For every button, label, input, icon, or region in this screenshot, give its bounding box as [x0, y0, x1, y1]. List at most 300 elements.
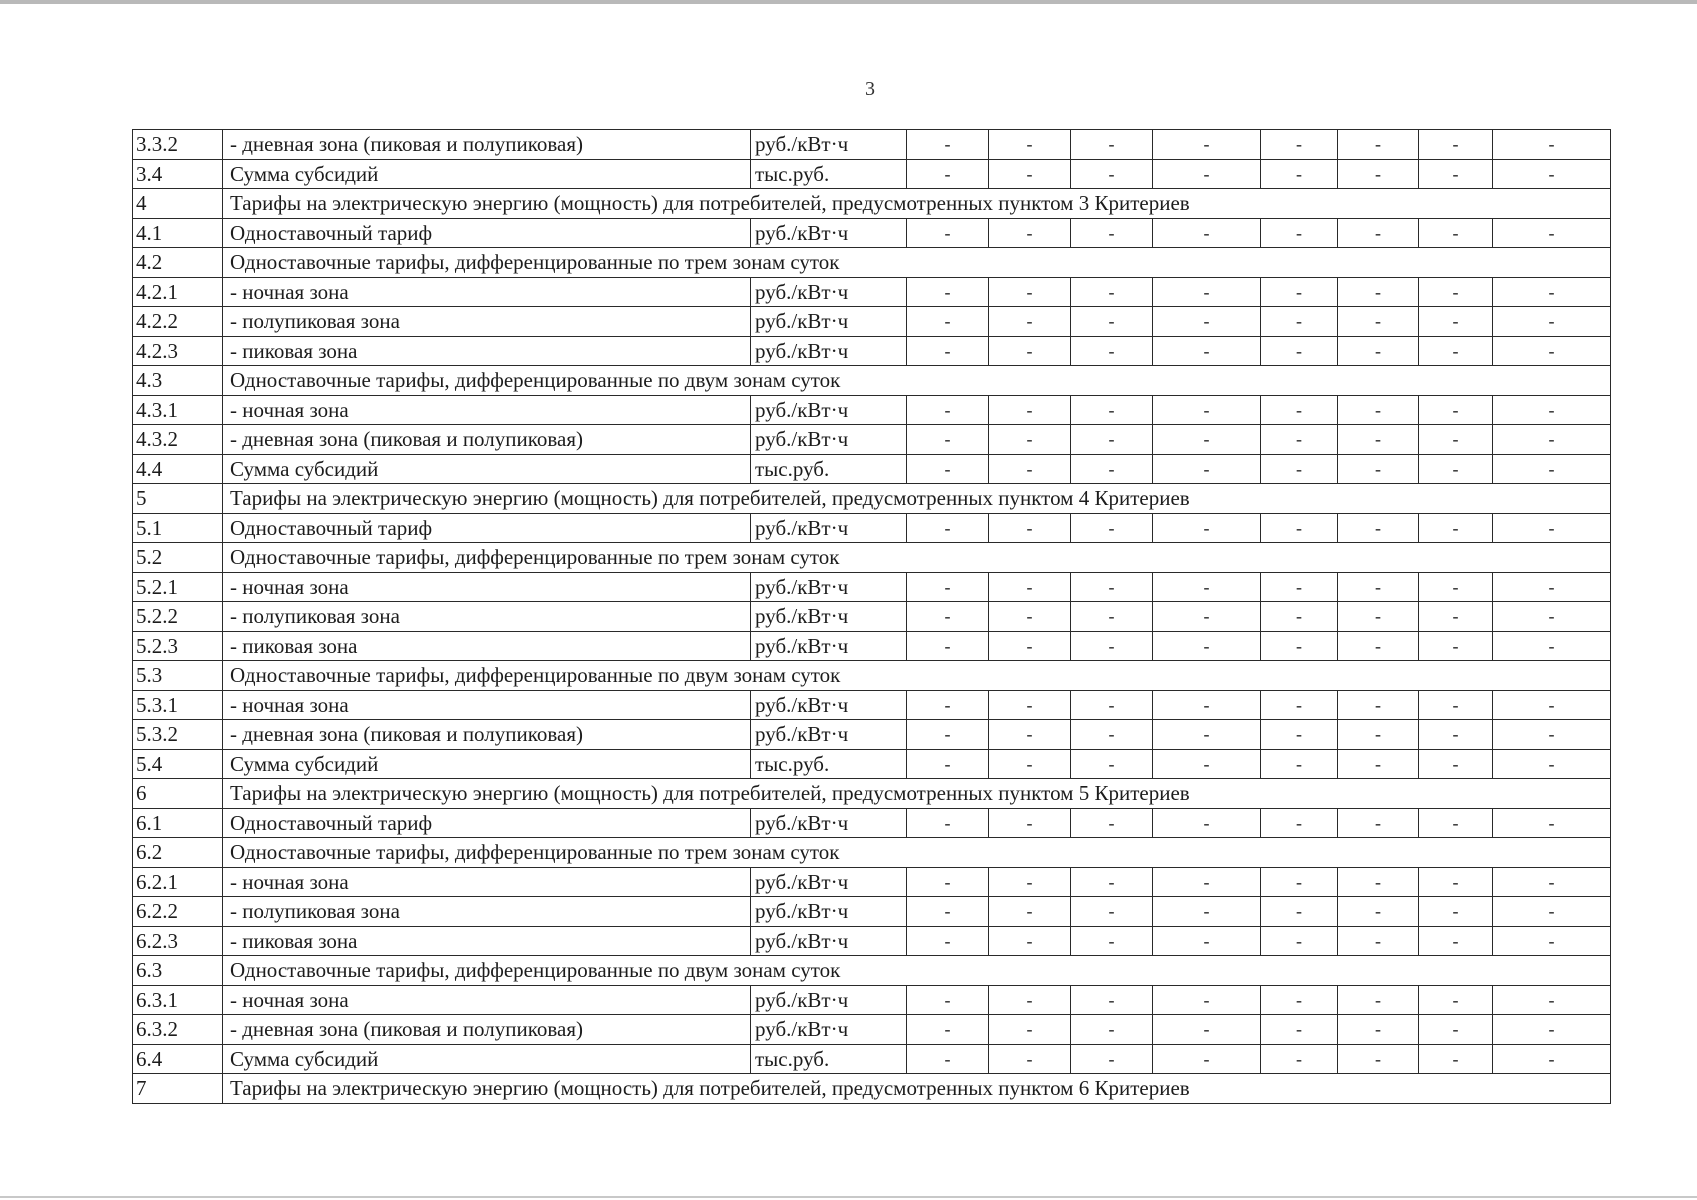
value-cell: - — [1153, 926, 1261, 956]
value-cell: - — [1153, 1044, 1261, 1074]
row-number: 5.1 — [133, 513, 223, 543]
table-row — [133, 513, 1611, 543]
row-number: 6.3 — [133, 956, 223, 986]
value-cell: - — [1338, 159, 1419, 189]
value-cell: - — [1493, 572, 1611, 602]
tariff-table — [132, 129, 1611, 1104]
table-section-row — [133, 956, 1611, 986]
value-cell: - — [989, 572, 1071, 602]
row-number: 4.1 — [133, 218, 223, 248]
row-description: - полупиковая зона — [223, 897, 751, 927]
value-cell: - — [1493, 395, 1611, 425]
value-cell: - — [1493, 336, 1611, 366]
row-number: 6.3.2 — [133, 1015, 223, 1045]
value-cell: - — [1493, 720, 1611, 750]
row-unit: руб./кВт·ч — [751, 720, 907, 750]
value-cell: - — [989, 218, 1071, 248]
value-cell: - — [1153, 808, 1261, 838]
value-cell: - — [1338, 897, 1419, 927]
value-cell: - — [1261, 631, 1338, 661]
value-cell: - — [1338, 1015, 1419, 1045]
table-row — [133, 1015, 1611, 1045]
row-number: 6.1 — [133, 808, 223, 838]
row-unit: руб./кВт·ч — [751, 867, 907, 897]
row-description: Одноставочные тарифы, дифференцированные по трем зонам суток — [223, 248, 1611, 278]
row-unit: руб./кВт·ч — [751, 395, 907, 425]
scan-bottom-edge — [0, 1196, 1697, 1198]
row-number: 4.4 — [133, 454, 223, 484]
value-cell: - — [989, 425, 1071, 455]
value-cell: - — [989, 926, 1071, 956]
table-row — [133, 218, 1611, 248]
value-cell: - — [1338, 631, 1419, 661]
value-cell: - — [1419, 1015, 1493, 1045]
value-cell: - — [1338, 690, 1419, 720]
value-cell: - — [1153, 749, 1261, 779]
value-cell: - — [1338, 572, 1419, 602]
value-cell: - — [989, 336, 1071, 366]
value-cell: - — [989, 720, 1071, 750]
value-cell: - — [1493, 307, 1611, 337]
row-unit: руб./кВт·ч — [751, 1015, 907, 1045]
value-cell: - — [1419, 926, 1493, 956]
value-cell: - — [1071, 749, 1153, 779]
row-number: 5.2.3 — [133, 631, 223, 661]
value-cell: - — [907, 1044, 989, 1074]
table-section-row — [133, 779, 1611, 809]
value-cell: - — [1071, 867, 1153, 897]
row-number: 6.3.1 — [133, 985, 223, 1015]
value-cell: - — [1153, 218, 1261, 248]
row-description: Тарифы на электрическую энергию (мощность) для потребителей, предусмотренных пунктом 6 Критериев — [223, 1074, 1611, 1104]
value-cell: - — [1153, 985, 1261, 1015]
table-section-row — [133, 189, 1611, 219]
value-cell: - — [1153, 1015, 1261, 1045]
table-row — [133, 572, 1611, 602]
row-number: 5.3.2 — [133, 720, 223, 750]
value-cell: - — [989, 159, 1071, 189]
table-row — [133, 602, 1611, 632]
table-row — [133, 897, 1611, 927]
value-cell: - — [1071, 1015, 1153, 1045]
row-unit: руб./кВт·ч — [751, 926, 907, 956]
row-number: 6.2.2 — [133, 897, 223, 927]
value-cell: - — [907, 985, 989, 1015]
table-row — [133, 395, 1611, 425]
value-cell: - — [1338, 867, 1419, 897]
value-cell: - — [1338, 1044, 1419, 1074]
value-cell: - — [1071, 307, 1153, 337]
value-cell: - — [1071, 690, 1153, 720]
row-number: 7 — [133, 1074, 223, 1104]
row-description: - дневная зона (пиковая и полупиковая) — [223, 425, 751, 455]
value-cell: - — [1338, 454, 1419, 484]
value-cell: - — [1338, 218, 1419, 248]
value-cell: - — [989, 513, 1071, 543]
table-row — [133, 425, 1611, 455]
row-description: - дневная зона (пиковая и полупиковая) — [223, 720, 751, 750]
value-cell: - — [1153, 425, 1261, 455]
value-cell: - — [1153, 631, 1261, 661]
row-unit: руб./кВт·ч — [751, 130, 907, 160]
value-cell: - — [907, 454, 989, 484]
value-cell: - — [1261, 926, 1338, 956]
value-cell: - — [1153, 336, 1261, 366]
value-cell: - — [1153, 572, 1261, 602]
table-row — [133, 454, 1611, 484]
page-number: 3 — [865, 78, 875, 100]
value-cell: - — [1338, 336, 1419, 366]
row-number: 6.2.1 — [133, 867, 223, 897]
value-cell: - — [989, 454, 1071, 484]
row-number: 4.2.3 — [133, 336, 223, 366]
value-cell: - — [1338, 513, 1419, 543]
value-cell: - — [1071, 926, 1153, 956]
value-cell: - — [1153, 395, 1261, 425]
value-cell: - — [1419, 336, 1493, 366]
table-row — [133, 277, 1611, 307]
row-number: 5.4 — [133, 749, 223, 779]
value-cell: - — [1071, 218, 1153, 248]
value-cell: - — [1338, 602, 1419, 632]
value-cell: - — [1419, 454, 1493, 484]
value-cell: - — [1261, 690, 1338, 720]
row-description: - ночная зона — [223, 277, 751, 307]
value-cell: - — [1153, 277, 1261, 307]
table-row — [133, 130, 1611, 160]
row-description: Одноставочный тариф — [223, 808, 751, 838]
row-number: 5.3 — [133, 661, 223, 691]
value-cell: - — [1153, 867, 1261, 897]
row-description: - ночная зона — [223, 985, 751, 1015]
row-description: Одноставочные тарифы, дифференцированные по двум зонам суток — [223, 956, 1611, 986]
value-cell: - — [1419, 1044, 1493, 1074]
row-number: 4.2.2 — [133, 307, 223, 337]
row-unit: тыс.руб. — [751, 454, 907, 484]
row-unit: тыс.руб. — [751, 749, 907, 779]
value-cell: - — [989, 749, 1071, 779]
value-cell: - — [1071, 130, 1153, 160]
value-cell: - — [1338, 720, 1419, 750]
row-description: - пиковая зона — [223, 631, 751, 661]
scan-top-edge — [0, 0, 1697, 4]
value-cell: - — [1261, 720, 1338, 750]
value-cell: - — [1419, 218, 1493, 248]
value-cell: - — [1153, 130, 1261, 160]
row-description: Одноставочные тарифы, дифференцированные по двум зонам суток — [223, 661, 1611, 691]
value-cell: - — [907, 425, 989, 455]
table-row — [133, 720, 1611, 750]
value-cell: - — [1493, 159, 1611, 189]
row-description: Одноставочные тарифы, дифференцированные по двум зонам суток — [223, 366, 1611, 396]
value-cell: - — [989, 602, 1071, 632]
value-cell: - — [1338, 808, 1419, 838]
table-row — [133, 690, 1611, 720]
value-cell: - — [1419, 808, 1493, 838]
value-cell: - — [1493, 454, 1611, 484]
value-cell: - — [1071, 897, 1153, 927]
value-cell: - — [907, 1015, 989, 1045]
row-number: 6 — [133, 779, 223, 809]
row-description: - ночная зона — [223, 572, 751, 602]
value-cell: - — [1261, 218, 1338, 248]
row-description: - полупиковая зона — [223, 307, 751, 337]
value-cell: - — [1261, 602, 1338, 632]
row-number: 5.2.1 — [133, 572, 223, 602]
value-cell: - — [1261, 395, 1338, 425]
table-row — [133, 159, 1611, 189]
row-number: 3.3.2 — [133, 130, 223, 160]
value-cell: - — [989, 277, 1071, 307]
value-cell: - — [1261, 897, 1338, 927]
table-row — [133, 926, 1611, 956]
value-cell: - — [1261, 513, 1338, 543]
row-description: - ночная зона — [223, 690, 751, 720]
row-number: 4.2 — [133, 248, 223, 278]
value-cell: - — [989, 897, 1071, 927]
row-number: 6.2.3 — [133, 926, 223, 956]
row-description: Тарифы на электрическую энергию (мощность) для потребителей, предусмотренных пунктом 3 Критериев — [223, 189, 1611, 219]
value-cell: - — [1419, 395, 1493, 425]
table-row — [133, 336, 1611, 366]
row-description: Тарифы на электрическую энергию (мощность) для потребителей, предусмотренных пунктом 4 Критериев — [223, 484, 1611, 514]
row-description: Одноставочный тариф — [223, 218, 751, 248]
row-number: 4 — [133, 189, 223, 219]
row-unit: руб./кВт·ч — [751, 336, 907, 366]
value-cell: - — [1493, 425, 1611, 455]
value-cell: - — [1261, 808, 1338, 838]
row-number: 4.3.1 — [133, 395, 223, 425]
value-cell: - — [989, 690, 1071, 720]
table-row — [133, 307, 1611, 337]
row-unit: руб./кВт·ч — [751, 218, 907, 248]
value-cell: - — [1493, 130, 1611, 160]
value-cell: - — [1261, 425, 1338, 455]
table-row — [133, 1044, 1611, 1074]
tariff-table-body — [133, 130, 1611, 1104]
value-cell: - — [1261, 307, 1338, 337]
row-description: Сумма субсидий — [223, 159, 751, 189]
value-cell: - — [907, 867, 989, 897]
value-cell: - — [1419, 159, 1493, 189]
row-unit: руб./кВт·ч — [751, 985, 907, 1015]
value-cell: - — [907, 808, 989, 838]
row-number: 5 — [133, 484, 223, 514]
row-unit: руб./кВт·ч — [751, 631, 907, 661]
value-cell: - — [1261, 277, 1338, 307]
value-cell: - — [1071, 602, 1153, 632]
row-number: 5.2 — [133, 543, 223, 573]
table-row — [133, 749, 1611, 779]
value-cell: - — [1493, 513, 1611, 543]
value-cell: - — [907, 749, 989, 779]
value-cell: - — [1493, 602, 1611, 632]
table-row — [133, 985, 1611, 1015]
value-cell: - — [1338, 985, 1419, 1015]
table-row — [133, 808, 1611, 838]
table-row — [133, 867, 1611, 897]
table-section-row — [133, 366, 1611, 396]
value-cell: - — [907, 130, 989, 160]
value-cell: - — [1493, 749, 1611, 779]
row-unit: руб./кВт·ч — [751, 808, 907, 838]
value-cell: - — [907, 631, 989, 661]
value-cell: - — [907, 926, 989, 956]
value-cell: - — [1419, 720, 1493, 750]
row-description: Сумма субсидий — [223, 1044, 751, 1074]
value-cell: - — [907, 513, 989, 543]
value-cell: - — [1419, 572, 1493, 602]
value-cell: - — [1493, 867, 1611, 897]
value-cell: - — [907, 336, 989, 366]
value-cell: - — [1071, 159, 1153, 189]
row-number: 4.2.1 — [133, 277, 223, 307]
value-cell: - — [907, 720, 989, 750]
value-cell: - — [907, 602, 989, 632]
value-cell: - — [1493, 690, 1611, 720]
value-cell: - — [1338, 749, 1419, 779]
value-cell: - — [907, 218, 989, 248]
value-cell: - — [1419, 425, 1493, 455]
value-cell: - — [1261, 867, 1338, 897]
value-cell: - — [1153, 690, 1261, 720]
row-unit: руб./кВт·ч — [751, 277, 907, 307]
value-cell: - — [1493, 985, 1611, 1015]
value-cell: - — [1261, 985, 1338, 1015]
value-cell: - — [1338, 425, 1419, 455]
value-cell: - — [989, 1015, 1071, 1045]
value-cell: - — [1419, 513, 1493, 543]
value-cell: - — [1261, 130, 1338, 160]
value-cell: - — [1493, 631, 1611, 661]
value-cell: - — [907, 897, 989, 927]
value-cell: - — [1153, 897, 1261, 927]
value-cell: - — [1153, 454, 1261, 484]
value-cell: - — [1071, 572, 1153, 602]
row-unit: руб./кВт·ч — [751, 425, 907, 455]
value-cell: - — [907, 277, 989, 307]
row-unit: руб./кВт·ч — [751, 572, 907, 602]
value-cell: - — [989, 130, 1071, 160]
value-cell: - — [1071, 454, 1153, 484]
value-cell: - — [1261, 1015, 1338, 1045]
value-cell: - — [1153, 307, 1261, 337]
value-cell: - — [1419, 602, 1493, 632]
value-cell: - — [1338, 130, 1419, 160]
table-section-row — [133, 543, 1611, 573]
value-cell: - — [1493, 1015, 1611, 1045]
value-cell: - — [1153, 602, 1261, 632]
value-cell: - — [1071, 808, 1153, 838]
value-cell: - — [1493, 1044, 1611, 1074]
value-cell: - — [1261, 749, 1338, 779]
value-cell: - — [1071, 336, 1153, 366]
value-cell: - — [989, 307, 1071, 337]
row-number: 5.3.1 — [133, 690, 223, 720]
row-description: - полупиковая зона — [223, 602, 751, 632]
value-cell: - — [1071, 277, 1153, 307]
value-cell: - — [1419, 749, 1493, 779]
value-cell: - — [1153, 159, 1261, 189]
value-cell: - — [1071, 395, 1153, 425]
value-cell: - — [1071, 425, 1153, 455]
row-unit: руб./кВт·ч — [751, 690, 907, 720]
value-cell: - — [1419, 631, 1493, 661]
value-cell: - — [989, 631, 1071, 661]
value-cell: - — [1338, 926, 1419, 956]
value-cell: - — [1419, 690, 1493, 720]
value-cell: - — [1493, 277, 1611, 307]
value-cell: - — [1419, 897, 1493, 927]
value-cell: - — [1493, 897, 1611, 927]
table-section-row — [133, 484, 1611, 514]
value-cell: - — [1071, 1044, 1153, 1074]
row-number: 3.4 — [133, 159, 223, 189]
value-cell: - — [1419, 867, 1493, 897]
row-description: - пиковая зона — [223, 336, 751, 366]
row-number: 4.3 — [133, 366, 223, 396]
row-description: Одноставочные тарифы, дифференцированные по трем зонам суток — [223, 543, 1611, 573]
value-cell: - — [1493, 218, 1611, 248]
value-cell: - — [1419, 307, 1493, 337]
value-cell: - — [1071, 985, 1153, 1015]
value-cell: - — [1261, 336, 1338, 366]
value-cell: - — [1493, 926, 1611, 956]
value-cell: - — [1338, 277, 1419, 307]
value-cell: - — [907, 307, 989, 337]
value-cell: - — [1261, 572, 1338, 602]
value-cell: - — [907, 159, 989, 189]
table-section-row — [133, 661, 1611, 691]
row-description: - пиковая зона — [223, 926, 751, 956]
value-cell: - — [1153, 513, 1261, 543]
row-number: 4.3.2 — [133, 425, 223, 455]
row-unit: руб./кВт·ч — [751, 897, 907, 927]
table-section-row — [133, 1074, 1611, 1104]
row-description: - ночная зона — [223, 395, 751, 425]
value-cell: - — [907, 572, 989, 602]
value-cell: - — [1419, 985, 1493, 1015]
value-cell: - — [989, 985, 1071, 1015]
value-cell: - — [907, 395, 989, 425]
value-cell: - — [1153, 720, 1261, 750]
value-cell: - — [989, 808, 1071, 838]
row-description: - дневная зона (пиковая и полупиковая) — [223, 130, 751, 160]
row-unit: руб./кВт·ч — [751, 307, 907, 337]
value-cell: - — [1419, 277, 1493, 307]
row-number: 6.4 — [133, 1044, 223, 1074]
table-section-row — [133, 838, 1611, 868]
row-description: Одноставочный тариф — [223, 513, 751, 543]
row-number: 5.2.2 — [133, 602, 223, 632]
row-description: Одноставочные тарифы, дифференцированные по трем зонам суток — [223, 838, 1611, 868]
row-unit: руб./кВт·ч — [751, 513, 907, 543]
table-section-row — [133, 248, 1611, 278]
row-description: Тарифы на электрическую энергию (мощность) для потребителей, предусмотренных пунктом 5 Критериев — [223, 779, 1611, 809]
row-description: Сумма субсидий — [223, 749, 751, 779]
value-cell: - — [1071, 720, 1153, 750]
row-number: 6.2 — [133, 838, 223, 868]
table-row — [133, 631, 1611, 661]
value-cell: - — [907, 690, 989, 720]
value-cell: - — [1338, 395, 1419, 425]
row-unit: тыс.руб. — [751, 1044, 907, 1074]
value-cell: - — [1261, 454, 1338, 484]
row-description: - дневная зона (пиковая и полупиковая) — [223, 1015, 751, 1045]
row-description: - ночная зона — [223, 867, 751, 897]
row-description: Сумма субсидий — [223, 454, 751, 484]
value-cell: - — [1261, 1044, 1338, 1074]
